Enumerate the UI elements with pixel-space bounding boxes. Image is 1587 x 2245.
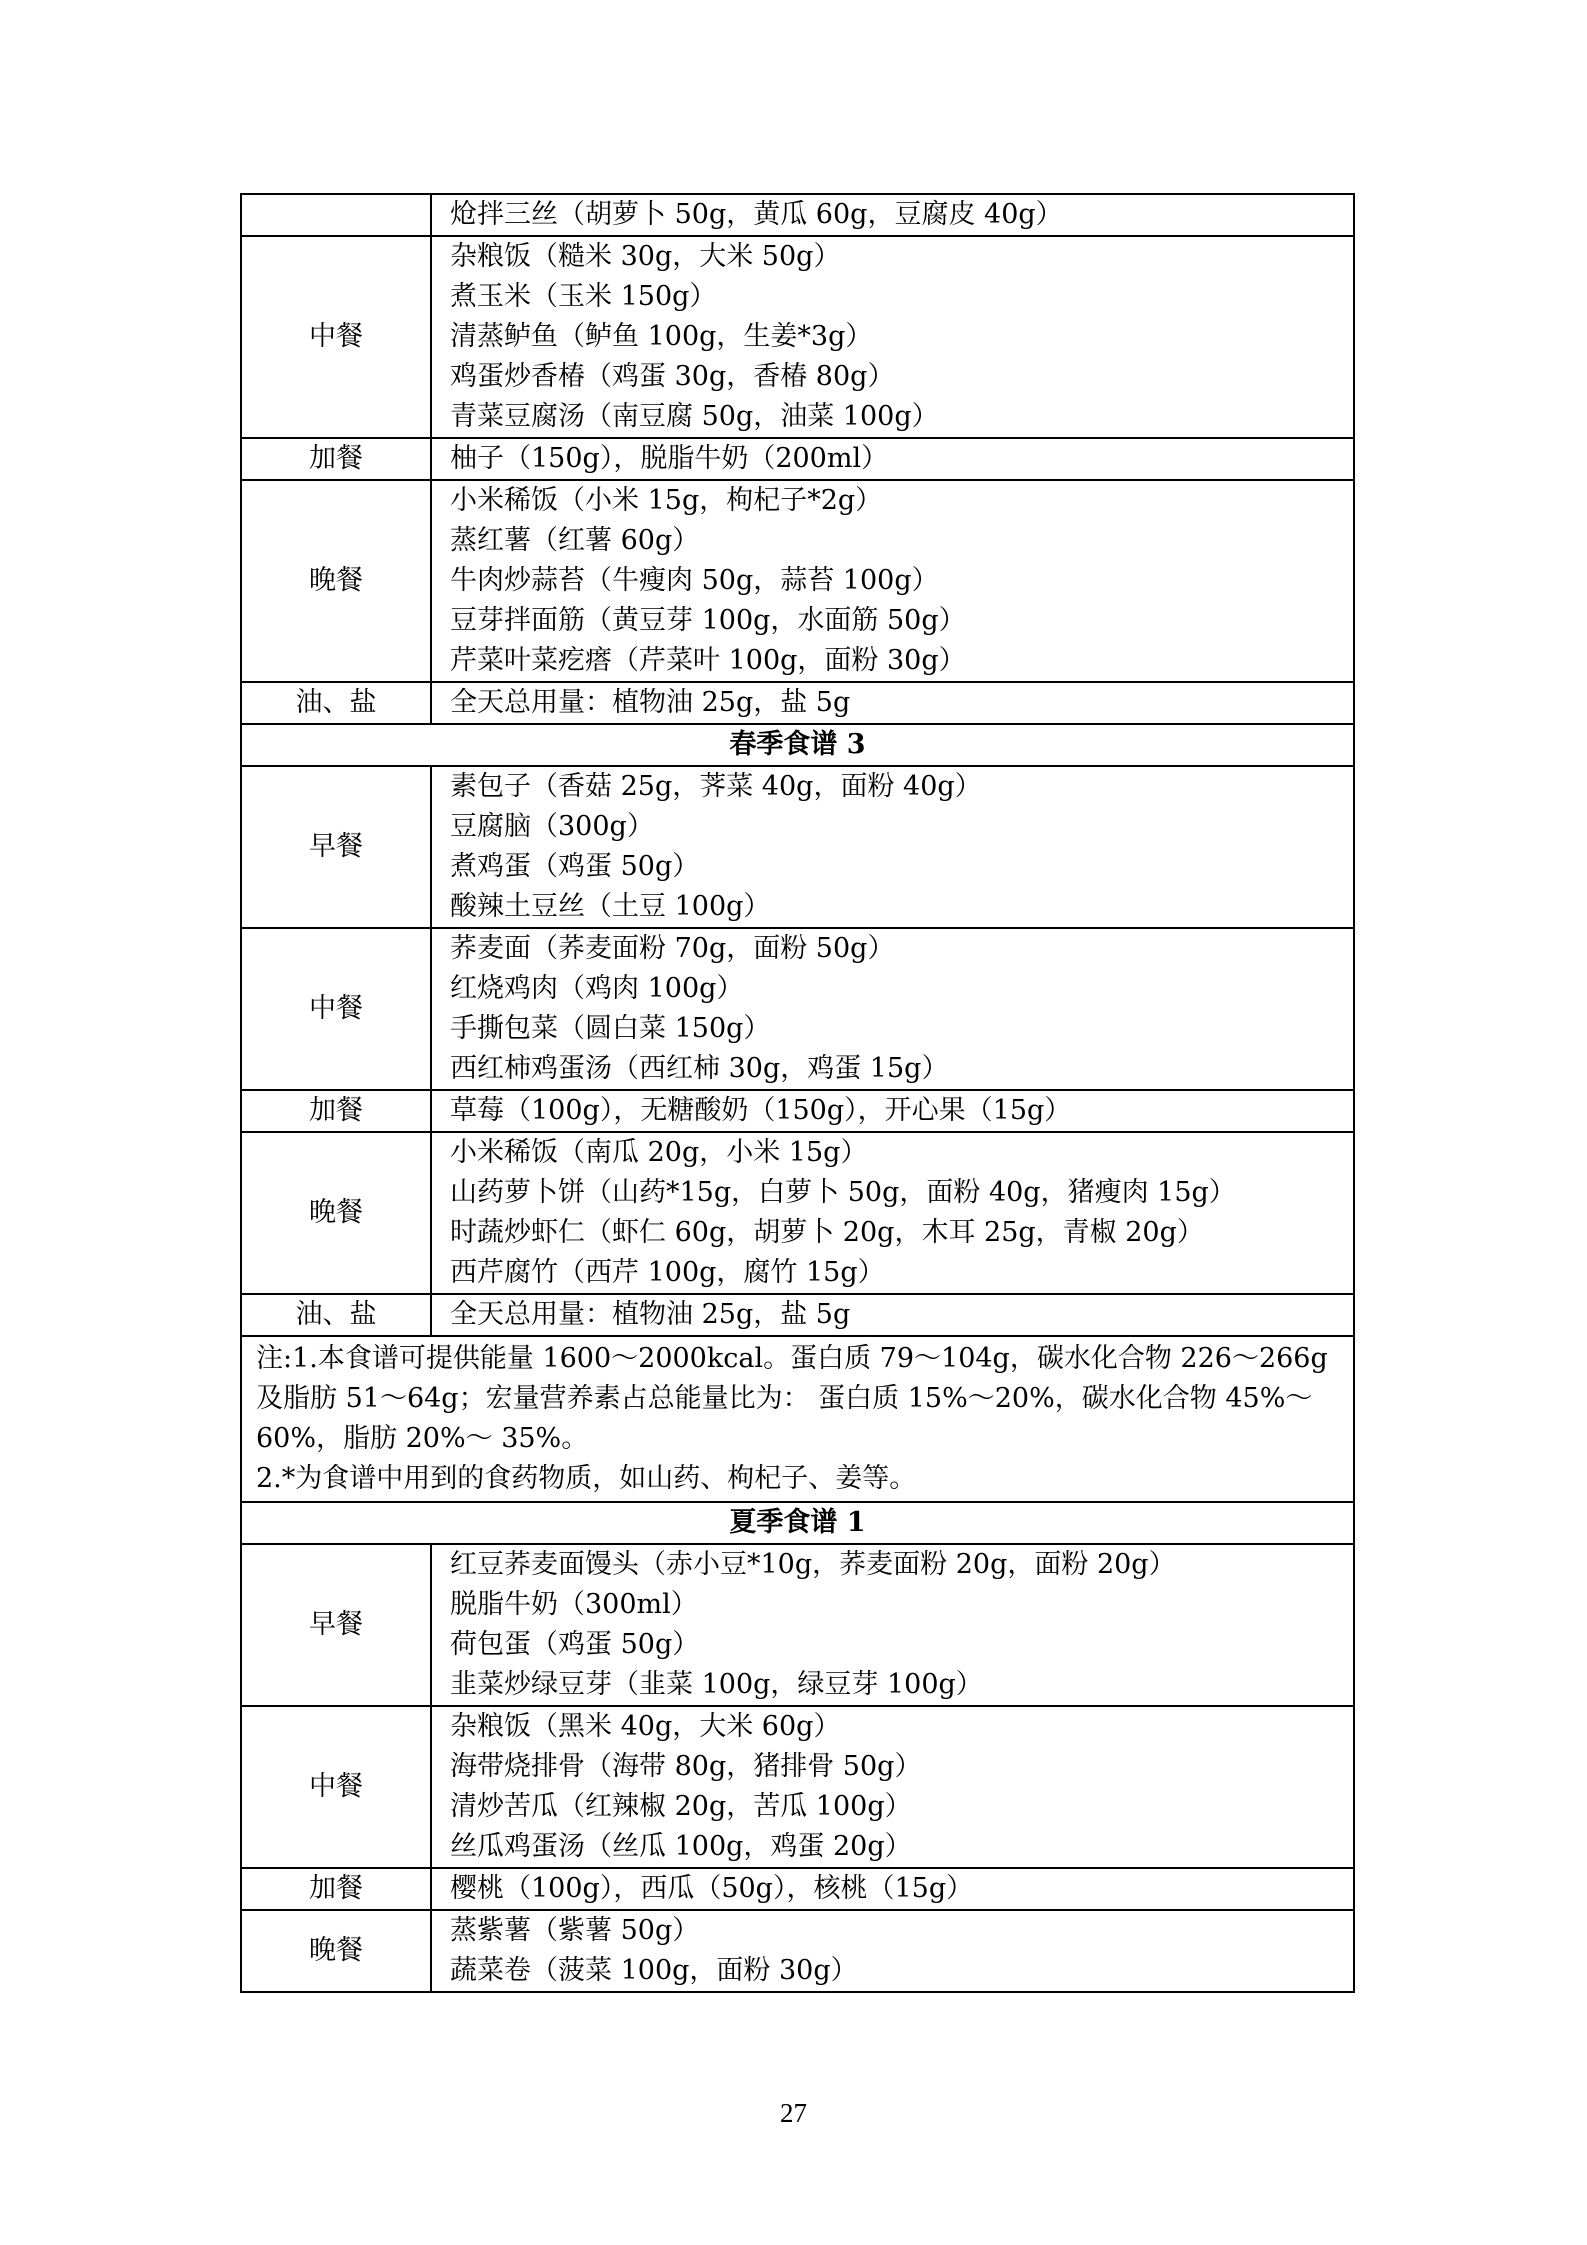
meal-label: 中餐 bbox=[241, 236, 431, 438]
dish-item: 西芹腐竹（西芹 100g，腐竹 15g） bbox=[450, 1257, 885, 1288]
dish-item: 杂粮饭（糙米 30g，大米 50g） bbox=[450, 241, 841, 272]
table-row bbox=[241, 194, 1354, 236]
dish-item: 樱桃（100g），西瓜（50g），核桃（15g） bbox=[450, 1873, 974, 1904]
dish-item: 手撕包菜（圆白菜 150g） bbox=[450, 1013, 771, 1044]
dish-item: 杂粮饭（黑米 40g，大米 60g） bbox=[450, 1711, 841, 1742]
dish-item: 炝拌三丝（胡萝卜 50g，黄瓜 60g，豆腐皮 40g） bbox=[450, 199, 1063, 230]
dish-list bbox=[431, 480, 1354, 682]
meal-label: 油、盐 bbox=[241, 1294, 431, 1336]
dish-item: 荞麦面（荞麦面粉 70g，面粉 50g） bbox=[450, 933, 895, 964]
section-title: 夏季食谱 1 bbox=[241, 1502, 1354, 1544]
dish-list bbox=[431, 1868, 1354, 1910]
dish-item: 蒸红薯（红薯 60g） bbox=[450, 525, 700, 556]
table-row bbox=[241, 1706, 1354, 1868]
table-row bbox=[241, 480, 1354, 682]
recipe-table bbox=[240, 193, 1355, 1993]
dish-item: 青菜豆腐汤（南豆腐 50g，油菜 100g） bbox=[450, 401, 939, 432]
dish-item: 韭菜炒绿豆芽（韭菜 100g，绿豆芽 100g） bbox=[450, 1669, 983, 1700]
meal-label: 晚餐 bbox=[241, 1132, 431, 1294]
meal-label: 中餐 bbox=[241, 928, 431, 1090]
dish-list bbox=[431, 928, 1354, 1090]
dish-item: 芹菜叶菜疙瘩（芹菜叶 100g，面粉 30g） bbox=[450, 645, 966, 676]
meal-label: 晚餐 bbox=[241, 1910, 431, 1992]
dish-item: 豆芽拌面筋（黄豆芽 100g，水面筋 50g） bbox=[450, 605, 966, 636]
page-number: 27 bbox=[780, 2098, 807, 2128]
dish-list bbox=[431, 1706, 1354, 1868]
dish-item: 草莓（100g），无糖酸奶（150g），开心果（15g） bbox=[450, 1095, 1072, 1126]
table-row bbox=[241, 1544, 1354, 1706]
dish-list bbox=[431, 1132, 1354, 1294]
dish-list bbox=[431, 1910, 1354, 1992]
table-row bbox=[241, 1910, 1354, 1992]
dish-item: 全天总用量：植物油 25g，盐 5g bbox=[450, 1299, 851, 1330]
dish-item: 煮鸡蛋（鸡蛋 50g） bbox=[450, 851, 700, 882]
meal-label: 加餐 bbox=[241, 438, 431, 480]
dish-list bbox=[431, 1544, 1354, 1706]
table-row bbox=[241, 682, 1354, 724]
dish-list bbox=[431, 1090, 1354, 1132]
dish-item: 牛肉炒蒜苔（牛瘦肉 50g，蒜苔 100g） bbox=[450, 565, 939, 596]
dish-item: 海带烧排骨（海带 80g，猪排骨 50g） bbox=[450, 1751, 922, 1782]
meal-label bbox=[241, 194, 431, 236]
dish-item: 小米稀饭（小米 15g，枸杞子*2g） bbox=[450, 485, 883, 516]
meal-label: 加餐 bbox=[241, 1090, 431, 1132]
dish-item: 酸辣土豆丝（土豆 100g） bbox=[450, 891, 771, 922]
meal-label: 中餐 bbox=[241, 1706, 431, 1868]
dish-item: 丝瓜鸡蛋汤（丝瓜 100g，鸡蛋 20g） bbox=[450, 1831, 912, 1862]
dish-item: 山药萝卜饼（山药*15g，白萝卜 50g，面粉 40g，猪瘦肉 15g） bbox=[450, 1177, 1236, 1208]
dish-item: 鸡蛋炒香椿（鸡蛋 30g，香椿 80g） bbox=[450, 361, 895, 392]
meal-label: 早餐 bbox=[241, 766, 431, 928]
dish-item: 蒸紫薯（紫薯 50g） bbox=[450, 1915, 700, 1946]
table-row bbox=[241, 236, 1354, 438]
dish-item: 煮玉米（玉米 150g） bbox=[450, 281, 717, 312]
table-row bbox=[241, 766, 1354, 928]
note-line: 注:1.本食谱可提供能量 1600～2000kcal。蛋白质 79～104g，碳水化合物 226～266g 及脂肪 51～64g；宏量营养素占总能量比为： 蛋白质 15%～20%，碳水化合物 45%～ 60%，脂肪 20%～ 35%。 bbox=[256, 1343, 1328, 1454]
note-line: 2.*为食谱中用到的食药物质，如山药、枸杞子、姜等。 bbox=[256, 1463, 917, 1494]
dish-item: 红豆荞麦面馒头（赤小豆*10g，荞麦面粉 20g，面粉 20g） bbox=[450, 1549, 1176, 1580]
table-row bbox=[241, 928, 1354, 1090]
meal-label: 晚餐 bbox=[241, 480, 431, 682]
dish-item: 素包子（香菇 25g，荠菜 40g，面粉 40g） bbox=[450, 771, 982, 802]
meal-label: 早餐 bbox=[241, 1544, 431, 1706]
table-row bbox=[241, 1336, 1354, 1502]
dish-item: 西红柿鸡蛋汤（西红柿 30g，鸡蛋 15g） bbox=[450, 1053, 949, 1084]
note-cell bbox=[241, 1336, 1354, 1502]
dish-item: 清蒸鲈鱼（鲈鱼 100g，生姜*3g） bbox=[450, 321, 873, 352]
table-row bbox=[241, 1090, 1354, 1132]
dish-item: 清炒苦瓜（红辣椒 20g，苦瓜 100g） bbox=[450, 1791, 912, 1822]
dish-list bbox=[431, 682, 1354, 724]
recipe-table-body bbox=[241, 194, 1354, 1992]
dish-list bbox=[431, 438, 1354, 480]
meal-label: 加餐 bbox=[241, 1868, 431, 1910]
dish-item: 时蔬炒虾仁（虾仁 60g，胡萝卜 20g，木耳 25g，青椒 20g） bbox=[450, 1217, 1204, 1248]
dish-item: 全天总用量：植物油 25g，盐 5g bbox=[450, 687, 851, 718]
meal-label: 油、盐 bbox=[241, 682, 431, 724]
dish-item: 脱脂牛奶（300ml） bbox=[450, 1589, 698, 1620]
dish-list bbox=[431, 194, 1354, 236]
table-row bbox=[241, 1502, 1354, 1544]
dish-list bbox=[431, 1294, 1354, 1336]
table-row bbox=[241, 1132, 1354, 1294]
dish-item: 红烧鸡肉（鸡肉 100g） bbox=[450, 973, 744, 1004]
table-row bbox=[241, 1868, 1354, 1910]
section-title: 春季食谱 3 bbox=[241, 724, 1354, 766]
dish-list bbox=[431, 766, 1354, 928]
dish-list bbox=[431, 236, 1354, 438]
table-row bbox=[241, 438, 1354, 480]
dish-item: 豆腐脑（300g） bbox=[450, 811, 654, 842]
dish-item: 蔬菜卷（菠菜 100g，面粉 30g） bbox=[450, 1955, 858, 1986]
dish-item: 荷包蛋（鸡蛋 50g） bbox=[450, 1629, 700, 1660]
dish-item: 柚子（150g），脱脂牛奶（200ml） bbox=[450, 443, 889, 474]
table-row bbox=[241, 724, 1354, 766]
dish-item: 小米稀饭（南瓜 20g，小米 15g） bbox=[450, 1137, 868, 1168]
table-row bbox=[241, 1294, 1354, 1336]
